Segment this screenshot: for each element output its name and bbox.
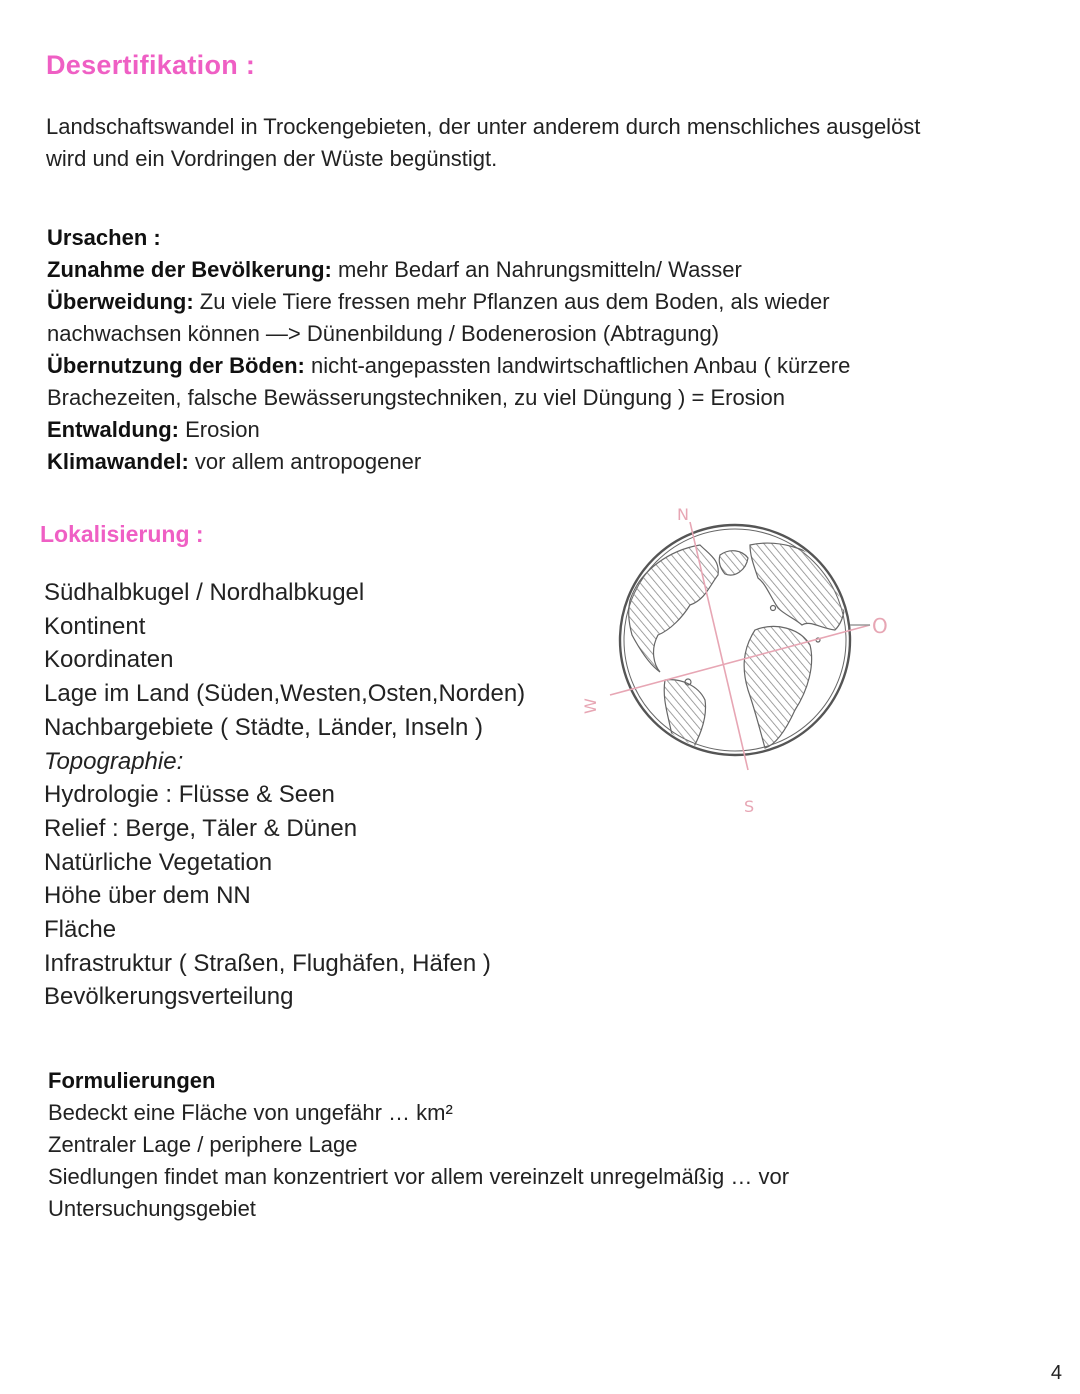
west-label: W <box>581 698 600 714</box>
definition-paragraph <box>46 111 1006 175</box>
page-title: Desertifikation : <box>46 50 256 80</box>
localization-list <box>44 576 525 1014</box>
localization-item: Fläche <box>44 916 117 944</box>
cause-item <box>47 414 947 446</box>
cause-text: Erosion <box>178 417 260 442</box>
cause-text: Zu viele Tiere fressen mehr Pflanzen aus dem Boden, als wieder <box>193 289 830 314</box>
localization-item: Natürliche Vegetation <box>44 848 273 876</box>
formulations-heading: Formulierungen <box>48 1068 216 1093</box>
localization-item: Koordinaten <box>44 646 174 674</box>
cause-item <box>47 286 947 318</box>
causes-section <box>47 222 947 478</box>
cause-item <box>47 350 947 382</box>
localization-item: Relief : Berge, Täler & Dünen <box>44 814 358 842</box>
definition-line-1: Landschaftswandel in Trockengebieten, der unter anderem durch menschliches ausgelöst <box>46 114 921 139</box>
localization-item: Höhe über dem NN <box>44 882 251 910</box>
cause-item <box>47 254 947 286</box>
cause-term: Übernutzung der Böden: <box>47 353 305 378</box>
localization-subheading: Topographie: <box>44 747 184 775</box>
localization-heading: Lokalisierung : <box>40 521 204 547</box>
cause-text: vor allem antropogener <box>188 449 422 474</box>
localization-item: Lage im Land (Süden,Westen,Osten,Norden) <box>44 680 526 708</box>
cause-text-continuation: nachwachsen können —> Dünenbildung / Bodenerosion (Abtragung) <box>47 321 720 346</box>
formulation-line: Zentraler Lage / periphere Lage <box>48 1132 358 1157</box>
cause-item <box>47 446 947 478</box>
localization-item: Nachbargebiete ( Städte, Länder, Inseln ) <box>44 713 483 741</box>
formulation-line: Untersuchungsgebiet <box>48 1196 256 1221</box>
formulation-line: Bedeckt eine Fläche von ungefähr … km² <box>48 1100 453 1125</box>
cause-text-continuation: Brachezeiten, falsche Bewässerungstechniken, zu viel Düngung ) = Erosion <box>47 385 786 410</box>
localization-item: Kontinent <box>44 612 146 640</box>
definition-line-2: wird und ein Vordringen der Wüste begünstigt. <box>46 146 498 171</box>
localization-item: Hydrologie : Flüsse & Seen <box>44 781 335 809</box>
localization-item: Infrastruktur ( Straßen, Flughäfen, Häfen ) <box>44 949 491 977</box>
causes-heading: Ursachen : <box>47 225 161 250</box>
formulations-section <box>48 1065 789 1225</box>
cause-text: mehr Bedarf an Nahrungsmitteln/ Wasser <box>331 257 742 282</box>
cause-term: Entwaldung: <box>47 417 179 442</box>
cause-term: Klimawandel: <box>47 449 189 474</box>
globe-illustration <box>570 500 900 820</box>
south-label: S <box>744 797 755 816</box>
north-label: N <box>677 505 689 524</box>
east-label: O <box>872 614 888 638</box>
formulation-line: Siedlungen findet man konzentriert vor allem vereinzelt unregelmäßig … vor <box>48 1164 790 1189</box>
cause-text: nicht-angepassten landwirtschaftlichen Anbau ( kürzere <box>304 353 851 378</box>
localization-item: Südhalbkugel / Nordhalbkugel <box>44 579 365 606</box>
page-number: 4 <box>1050 1362 1062 1384</box>
cause-term: Zunahme der Bevölkerung: <box>47 257 332 282</box>
localization-item: Bevölkerungsverteilung <box>44 983 294 1011</box>
cause-term: Überweidung: <box>47 289 194 314</box>
